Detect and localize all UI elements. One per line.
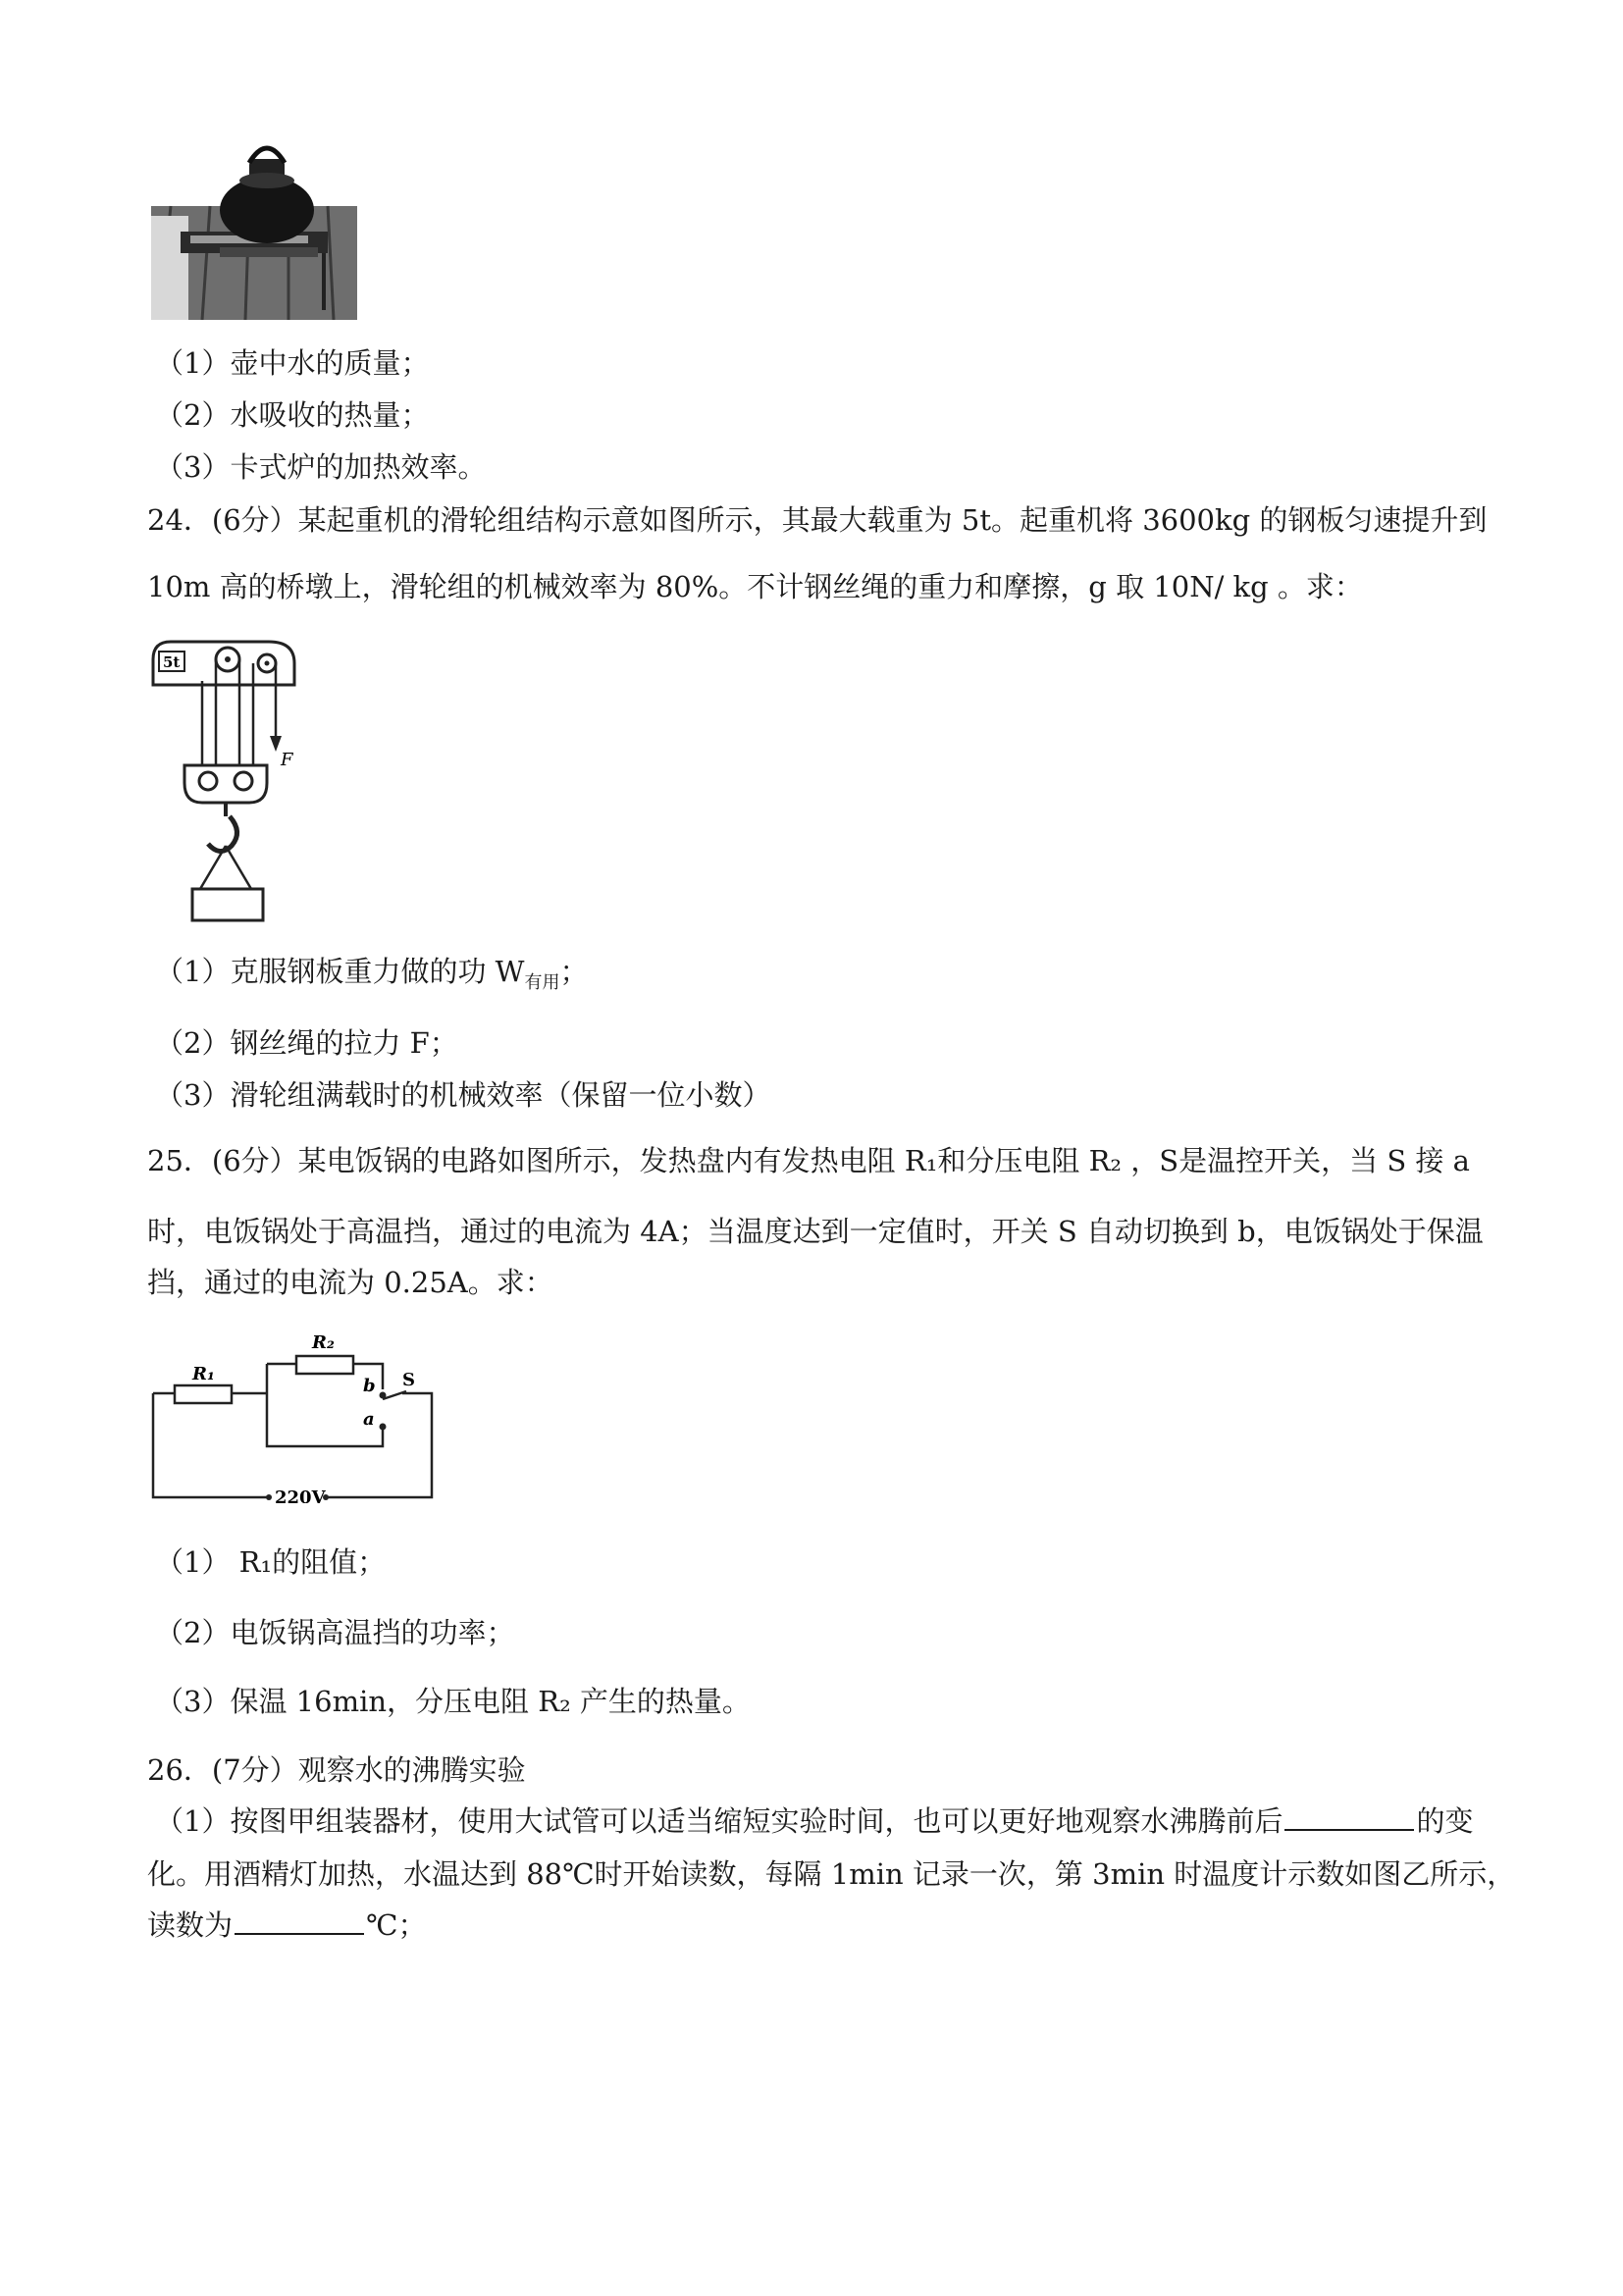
q26-sub1-line1-text: （1）按图甲组装器材，使用大试管可以适当缩短实验时间，也可以更好地观察水沸腾前后 <box>155 1804 1283 1838</box>
fig-s-label: S <box>402 1370 415 1390</box>
q24-sub1-end: ； <box>559 955 589 988</box>
q26-sub1-line2: 化。用酒精灯加热，水温达到 88℃时开始读数，每隔 1min 记录一次，第 3min 时温度计示数如图乙所示， <box>147 1857 1516 1891</box>
fig-r2-label: R₂ <box>312 1332 335 1353</box>
w-useful-subscript: 有用 <box>524 971 560 993</box>
q24-stem-line1: 24．(6分）某起重机的滑轮组结构示意如图所示，其最大载重为 5t。起重机将 3600kg 的钢板匀速提升到 <box>147 503 1488 537</box>
q26-sub1-line3-text: 读数为 <box>147 1908 234 1942</box>
q25-stem-line2: 时，电饭锅处于高温挡，通过的电流为 4A；当温度达到一定值时，开关 S 自动切换到 b，电饭锅处于保温 <box>147 1215 1484 1248</box>
fig-voltage-label: 220V <box>275 1487 326 1503</box>
q26-sub1-line1 <box>155 1803 1473 1839</box>
fig-b-label: b <box>363 1376 376 1396</box>
fig-r1-label: R₁ <box>192 1364 215 1384</box>
kettle-stove-photo <box>151 137 357 320</box>
fig-a-label: a <box>363 1409 375 1430</box>
fig-tag-5t: 5t <box>163 653 181 671</box>
answer-blank-1[interactable] <box>1284 1803 1414 1831</box>
q25-sub3: （3）保温 16min，分压电阻 R₂ 产生的热量。 <box>155 1685 751 1718</box>
q26-sub1-line3-end: ℃； <box>366 1908 427 1942</box>
q26-sub1-line1-end: 的变 <box>1416 1804 1474 1838</box>
q23-sub3: （3）卡式炉的加热效率。 <box>155 450 487 484</box>
q24-stem-line2: 10m 高的桥墩上，滑轮组的机械效率为 80%。不计钢丝绳的重力和摩擦，g 取 10N/ kg 。求： <box>147 570 1363 603</box>
q23-sub1: （1）壶中水的质量； <box>155 346 430 380</box>
answer-blank-2[interactable] <box>235 1907 364 1935</box>
fig-force-label: F <box>281 750 293 770</box>
q24-sub2: （2）钢丝绳的拉力 F； <box>155 1026 458 1060</box>
q26-sub1-line3 <box>147 1907 426 1943</box>
pulley-diagram <box>151 638 298 928</box>
q26-stem: 26．(7分）观察水的沸腾实验 <box>147 1753 526 1787</box>
q23-sub2: （2）水吸收的热量； <box>155 398 430 432</box>
rice-cooker-circuit <box>151 1321 436 1503</box>
q25-stem-line3: 挡，通过的电流为 0.25A。求： <box>147 1266 553 1299</box>
q24-sub3: （3）滑轮组满载时的机械效率（保留一位小数） <box>155 1078 771 1112</box>
q24-sub1-text: （1）克服钢板重力做的功 W <box>155 955 525 988</box>
q24-sub1 <box>155 954 589 1001</box>
q25-stem-line1: 25．(6分）某电饭锅的电路如图所示，发热盘内有发热电阻 R₁和分压电阻 R₂ ，S是温控开关，当 S 接 a <box>147 1144 1470 1177</box>
q25-sub1: （1） R₁的阻值； <box>155 1545 387 1579</box>
q25-sub2: （2）电饭锅高温挡的功率； <box>155 1616 515 1649</box>
